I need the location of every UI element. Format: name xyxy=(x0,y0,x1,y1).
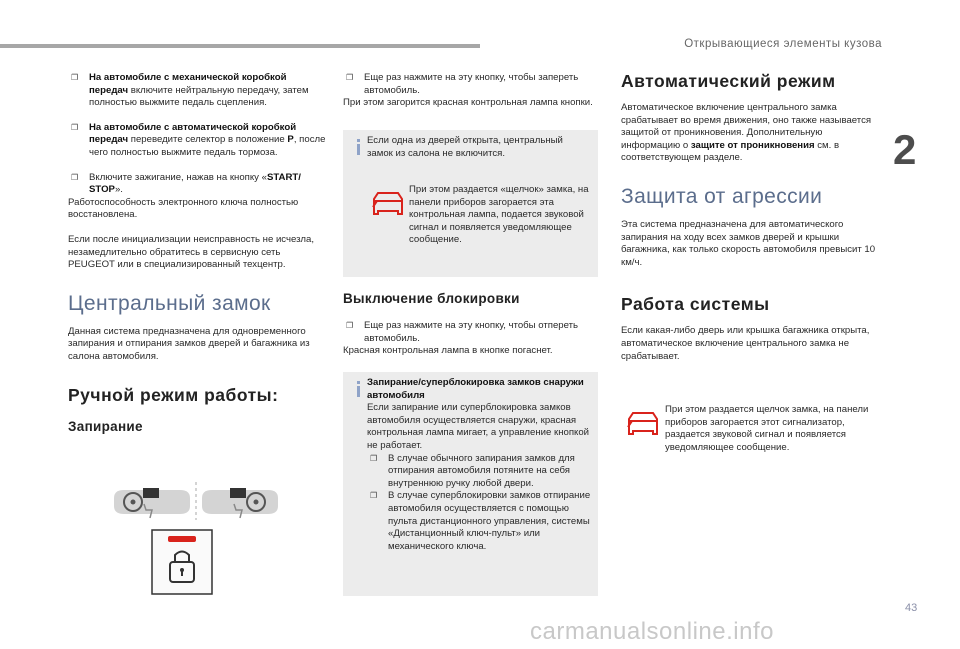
column-2-lower xyxy=(343,290,598,370)
paragraph-aggression-protection: Эта система предназначена для автоматического запирания на ходу всех замков дверей и крышки багажника, как только скорость автомобиля превысит 10 км/ч. xyxy=(621,218,876,268)
info-box-text: Если одна из дверей открыта, центральный замок из салона не включится. xyxy=(367,135,563,159)
bullet-icon: ❐ xyxy=(370,491,378,501)
info-box-paragraph: Если запирание или суперблокировка замков автомобиля осуществляется снаружи, красная контрольная лампа мигает, а управление кнопкой не работает. xyxy=(367,402,590,451)
paragraph-red-light-off: Красная контрольная лампа в кнопке погаснет. xyxy=(343,345,553,357)
bullet-icon: ❐ xyxy=(71,172,79,182)
bullet-icon: ❐ xyxy=(346,73,354,82)
bullet-icon: ❐ xyxy=(71,73,79,82)
column-3 xyxy=(621,70,876,375)
page-number: 43 xyxy=(905,602,918,614)
section-title: Открывающиеся элементы кузова xyxy=(684,38,882,50)
bullet-icon: ❐ xyxy=(346,321,354,330)
heading-manual-mode: Ручной режим работы: xyxy=(68,384,279,405)
paragraph-central-lock: Данная система предназначена для одновременного запирания и отпирания замков дверей и багажника из салона автомобиля. xyxy=(68,325,310,362)
bullet-lock-again: ❐ Еще раз нажмите на эту кнопку, чтобы запереть автомобиль. xyxy=(346,72,579,96)
heading-central-lock: Центральный замок xyxy=(68,291,271,315)
chapter-number: 2 xyxy=(893,126,917,173)
info-bar xyxy=(357,139,360,155)
bullet-icon: ❐ xyxy=(370,453,378,463)
dashboard-left-icon xyxy=(114,488,190,518)
column-1 xyxy=(68,72,328,436)
alert-text: При этом раздается щелчок замка, на панели приборов загорается этот сигнализатор, раздается звуковой сигнал и появляется уведомляющее сообщение. xyxy=(665,404,869,453)
bullet-manual-gearbox: ❐ На автомобиле с механической коробкой передач включите нейтральную передачу, затем полностью выжмите педаль сцепления. xyxy=(71,72,309,109)
bullet-start-stop: ❐ Включите зажигание, нажав на кнопку «START/ STOP». xyxy=(71,171,301,196)
info-box-content xyxy=(367,377,593,553)
bullet-icon: ❐ xyxy=(71,122,79,132)
info-box-door-open xyxy=(343,130,598,277)
central-lock-button-icon xyxy=(152,530,212,594)
bullet-auto-gearbox: ❐ На автомобиле с автоматической коробкой передач переведите селектор в положение P, после чего полностью выжмите педаль тормоза. xyxy=(71,121,326,158)
bullet-superlocking: ❐ В случае суперблокировки замков отпирание автомобиля осуществляется с помощью пульта дистанционного управления, системы «Дистанционный ключ-пульт» или механического ключа. xyxy=(370,490,591,552)
heading-aggression-protection: Защита от агрессии xyxy=(621,184,823,208)
info-box-title: Запирание/суперблокировка замков снаружи автомобиля xyxy=(367,377,584,401)
paragraph-key-restored: Работоспособность электронного ключа полностью восстановлена. xyxy=(68,196,299,221)
watermark: carmanualsonline.info xyxy=(530,618,774,645)
car-alert-icon xyxy=(371,190,405,220)
column-2 xyxy=(343,72,598,122)
paragraph-automatic-mode: Автоматическое включение центрального замка срабатывает во время движения, оно также называется защитой от проникновения. Дополнительную информацию о защите от проникновения см. в соответствующем разделе. xyxy=(621,102,872,164)
heading-unlock: Выключение блокировки xyxy=(343,291,520,306)
paragraph-system-operation: Если какая-либо дверь или крышка багажника открыта, автоматическое включение центрального замка не срабатывает. xyxy=(621,325,870,362)
header-bar xyxy=(0,44,480,48)
bullet-unlock-again: ❐ Еще раз нажмите на эту кнопку, чтобы отпереть автомобиль. xyxy=(346,320,579,344)
paragraph-service-network: Если после инициализации неисправность не исчезла, незамедлительно обратитесь в сервисную сеть PEUGEOT или в специализированный техцентр. xyxy=(68,233,315,271)
lock-button-illustration xyxy=(110,478,290,598)
heading-system-operation: Работа системы xyxy=(621,294,770,315)
info-box-alert-text: При этом раздается «щелчок» замка, на панели приборов загорается эта контрольная лампа, подается звуковой сигнал и появляется уведомляющее сообщение. xyxy=(409,184,589,246)
dashboard-right-icon xyxy=(202,488,278,518)
car-alert-icon xyxy=(626,410,660,440)
info-box-outside-locking xyxy=(343,372,598,596)
heading-locking: Запирание xyxy=(68,418,143,434)
paragraph-red-light-on: При этом загорится красная контрольная лампа кнопки. xyxy=(343,97,593,109)
info-bar xyxy=(357,381,360,397)
bullet-normal-locking: ❐ В случае обычного запирания замков для отпирания автомобиля потяните на себя внутреннюю ручку любой двери. xyxy=(370,452,575,489)
heading-automatic-mode: Автоматический режим xyxy=(621,71,836,91)
